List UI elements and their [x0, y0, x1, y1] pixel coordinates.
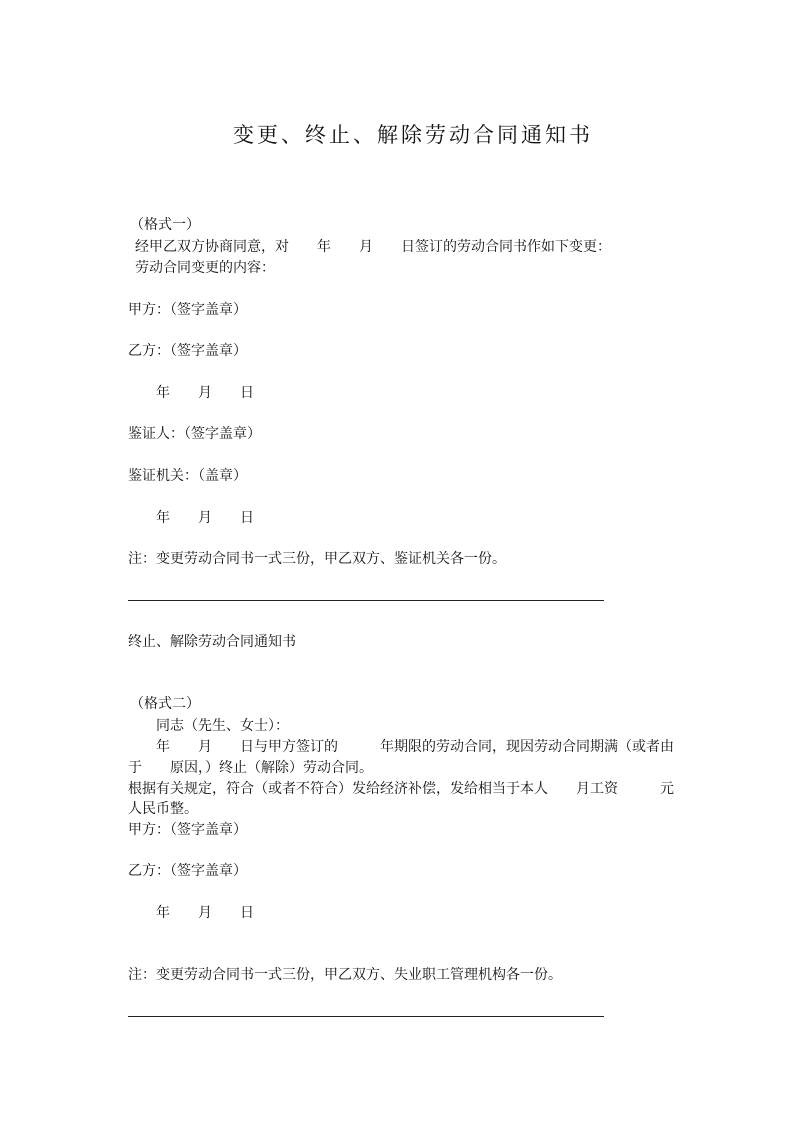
- form2-date-line: 年 月 日: [156, 905, 254, 921]
- form2-body-line-1: 年 月 日与甲方签订的 年期限的劳动合同，现因劳动合同期满（或者由: [156, 739, 674, 755]
- form1-party-a-signature: 甲方：（签字盖章）: [128, 302, 247, 318]
- form1-note: 注：变更劳动合同书一式三份，甲乙双方、鉴证机关各一份。: [128, 551, 506, 567]
- form1-content-label: 劳动合同变更的内容：: [135, 260, 275, 276]
- form1-date-line-1: 年 月 日: [156, 385, 254, 401]
- form2-body-line-4: 人民币整。: [128, 801, 198, 817]
- form2-party-b-signature: 乙方：（签字盖章）: [128, 863, 247, 879]
- document-title: 变更、终止、解除劳动合同通知书: [233, 123, 593, 147]
- form1-date-line-2: 年 月 日: [156, 510, 254, 526]
- form1-party-b-signature: 乙方：（签字盖章）: [128, 343, 247, 359]
- form1-intro: 经甲乙双方协商同意，对 年 月 日签订的劳动合同书作如下变更：: [135, 239, 611, 255]
- form1-witness-signature: 鉴证人：（签字盖章）: [128, 426, 261, 442]
- form2-note: 注：变更劳动合同书一式三份，甲乙双方、失业职工管理机构各一份。: [128, 967, 562, 983]
- section-divider-2: [128, 1016, 604, 1017]
- form2-body-line-2: 于 原因，）终止（解除）劳动合同。: [128, 760, 373, 776]
- form2-addressee: 同志（先生、女士）：: [156, 718, 289, 734]
- section-divider-1: [128, 600, 604, 601]
- section2-title: 终止、解除劳动合同通知书: [128, 634, 296, 650]
- form1-witness-org-seal: 鉴证机关：（盖章）: [128, 468, 247, 484]
- form1-format-label: （格式一）: [130, 217, 200, 233]
- form2-body-line-3: 根据有关规定，符合（或者不符合）发给经济补偿，发给相当于本人 月工资 元: [128, 781, 674, 797]
- form2-format-label: （格式二）: [130, 696, 200, 712]
- form2-party-a-signature: 甲方：（签字盖章）: [128, 822, 247, 838]
